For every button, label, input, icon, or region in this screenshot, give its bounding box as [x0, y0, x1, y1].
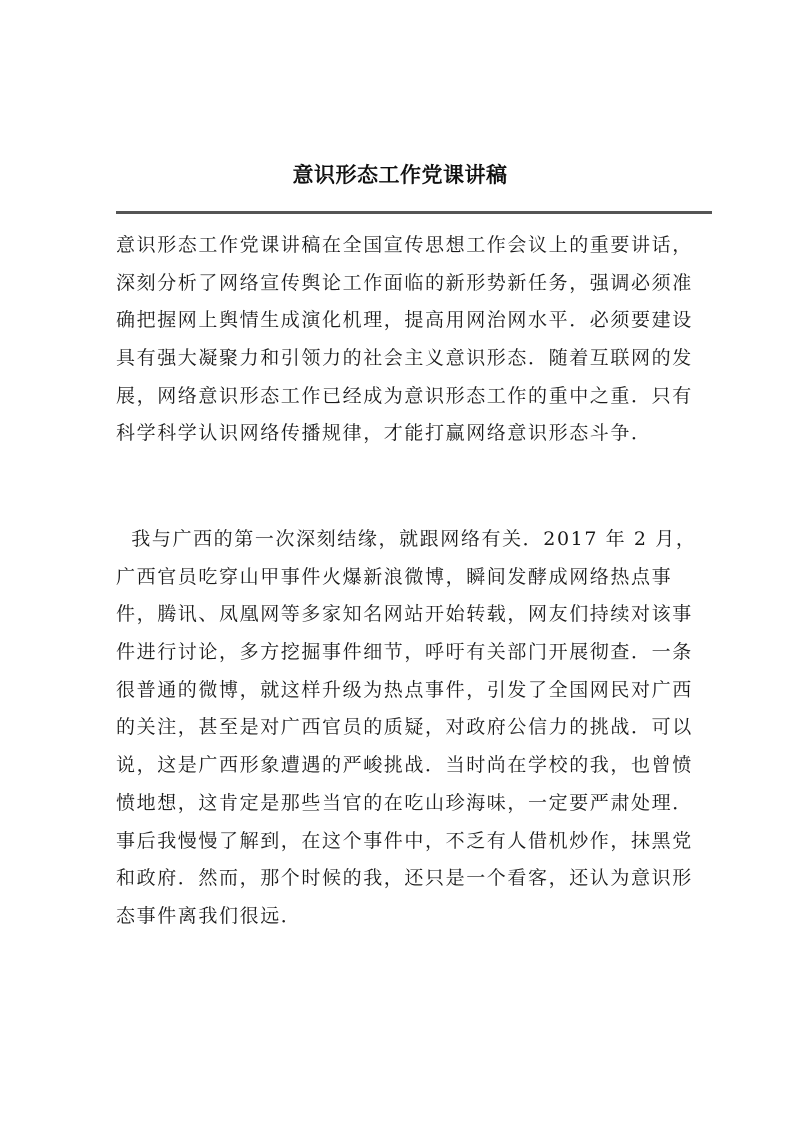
paragraph-line: 愤地想，这肯定是那些当官的在吃山珍海味，一定要严肃处理．: [116, 791, 693, 814]
paragraph-line: 广西官员吃穿山甲事件火爆新浪微博，瞬间发酵成网络热点事: [116, 565, 673, 588]
paragraph-line: 确把握网上舆情生成演化机理，提高用网治网水平．必须要建设: [116, 309, 693, 332]
paragraph-line: 科学科学认识网络传播规律，才能打赢网络意识形态斗争．: [116, 422, 652, 445]
paragraph-line: 具有强大凝聚力和引领力的社会主义意识形态．随着互联网的发: [116, 347, 693, 370]
title-divider: [116, 211, 712, 214]
paragraph-1: [116, 227, 712, 453]
paragraph-line: 事后我慢慢了解到，在这个事件中，不乏有人借机炒作，抹黑党: [116, 829, 693, 852]
paragraph-line: 意识形态工作党课讲稿在全国宣传思想工作会议上的重要讲话，: [116, 234, 693, 256]
paragraph-line: 展，网络意识形态工作已经成为意识形态工作的重中之重．只有: [116, 384, 693, 407]
paragraph-line: 的关注，甚至是对广西官员的质疑，对政府公信力的挑战．可以: [116, 716, 693, 739]
paragraph-line: 件进行讨论，多方挖掘事件细节，呼吁有关部门开展彻查．一条: [116, 641, 693, 664]
paragraph-line: 态事件离我们很远．: [116, 904, 302, 927]
paragraph-line: 和政府．然而，那个时候的我，还只是一个看客，还认为意识形: [116, 867, 693, 890]
paragraph-2: [116, 521, 712, 936]
paragraph-line: 我与广西的第一次深刻结缘，就跟网络有关．2017 年 2 月，: [116, 528, 697, 550]
paragraph-line: 说，这是广西形象遭遇的严峻挑战．当时尚在学校的我，也曾愤: [116, 754, 693, 777]
paragraph-line: 件，腾讯、凤凰网等多家知名网站开始转载，网友们持续对该事: [116, 603, 693, 626]
paragraph-line: 很普通的微博，就这样升级为热点事件，引发了全国网民对广西: [116, 678, 693, 701]
document-title: 意识形态工作党课讲稿: [292, 163, 508, 187]
paragraph-line: 深刻分析了网络宣传舆论工作面临的新形势新任务，强调必须准: [116, 271, 693, 294]
